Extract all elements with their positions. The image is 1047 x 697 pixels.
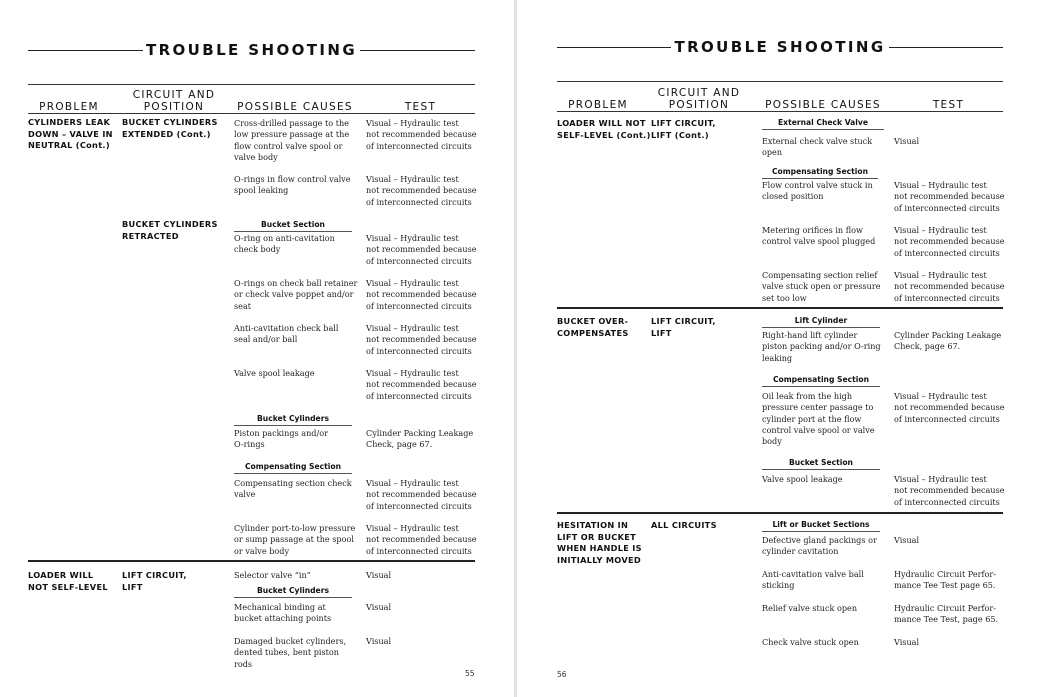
test-text: Hydraulic Circuit Perfor- mance Tee Test page 65. — [894, 569, 997, 591]
header-circuit: CIRCUIT AND POSITION — [132, 89, 216, 113]
header-problem: PROBLEM — [39, 101, 99, 113]
section-subhead: Compensating Section — [762, 375, 880, 387]
circuit-text: LIFT CIRCUIT, LIFT (Cont.) — [651, 118, 716, 140]
section-divider — [557, 512, 1003, 514]
test-text: Cylinder Packing Leakage Check, page 67. — [894, 330, 1002, 352]
problem-text: BUCKET OVER- COMPENSATES — [557, 316, 629, 338]
cause-text: Metering orifices in flow control valve spool plugged — [762, 225, 876, 247]
section-divider — [28, 560, 475, 562]
test-text: Visual — [366, 570, 392, 580]
test-text: Visual — [366, 636, 392, 646]
test-text: Visual – Hydraulic test not recommended because of interconnected circuits — [366, 174, 477, 207]
cause-text: Damaged bucket cylinders, dented tubes, bent piston rods — [234, 636, 347, 669]
test-text: Visual — [894, 136, 920, 146]
test-text: Hydraulic Circuit Perfor- mance Tee Test, page 65. — [894, 603, 999, 625]
header-causes: POSSIBLE CAUSES — [765, 99, 881, 111]
header-test: TEST — [932, 99, 965, 111]
cause-text: Selector valve “in” — [234, 570, 311, 580]
problem-text: LOADER WILL NOT SELF-LEVEL — [28, 570, 108, 592]
circuit-text: BUCKET CYLINDERS EXTENDED (Cont.) — [122, 117, 218, 139]
test-text: Visual — [894, 637, 920, 647]
test-text: Visual – Hydraulic test not recommended because of interconnected circuits — [894, 391, 1005, 424]
cause-text: Compensating section relief valve stuck open or pressure set too low — [762, 270, 881, 303]
cause-text: External check valve stuck open — [762, 136, 873, 158]
page-number: 56 — [557, 670, 567, 679]
header-circuit: CIRCUIT AND POSITION — [657, 87, 741, 111]
section-subhead: Compensating Section — [762, 167, 878, 179]
test-text: Visual — [894, 535, 920, 545]
cause-text: O-rings in flow control valve spool leaking — [234, 174, 351, 196]
section-subhead: External Check Valve — [762, 118, 884, 130]
header-rule — [28, 113, 475, 114]
cause-text: Cylinder port-to-low pressure or sump passage at the spool or valve body — [234, 523, 356, 556]
section-divider — [557, 307, 1003, 309]
title-rule-left — [557, 47, 671, 48]
problem-text: LOADER WILL NOT SELF-LEVEL (Cont.) — [557, 118, 651, 140]
cause-text: Relief valve stuck open — [762, 603, 858, 613]
test-text: Visual – Hydraulic test not recommended because of interconnected circuits — [366, 523, 477, 556]
header-rule — [557, 111, 1003, 112]
title-rule-right — [360, 50, 475, 51]
test-text: Visual – Hydraulic test not recommended because of interconnected circuits — [366, 118, 477, 151]
page-title-row — [28, 40, 475, 60]
page-title: TROUBLE SHOOTING — [674, 38, 886, 56]
section-subhead: Lift Cylinder — [762, 316, 880, 328]
problem-text: CYLINDERS LEAK DOWN – VALVE IN NEUTRAL (Cont.) — [28, 117, 113, 150]
cause-text: Valve spool leakage — [234, 368, 315, 378]
test-text: Visual – Hydraulic test not recommended because of interconnected circuits — [366, 278, 477, 311]
cause-text: Check valve stuck open — [762, 637, 859, 647]
problem-text: HESITATION IN LIFT OR BUCKET WHEN HANDLE IS INITIALLY MOVED — [557, 520, 642, 565]
cause-text: Compensating section check valve — [234, 478, 352, 500]
cause-text: Mechanical binding at bucket attaching points — [234, 602, 332, 624]
title-rule-right — [889, 47, 1003, 48]
page-title-row — [557, 37, 1003, 57]
title-rule-left — [28, 50, 143, 51]
test-text: Visual – Hydraulic test not recommended because of interconnected circuits — [894, 180, 1005, 213]
cause-text: Piston packings and/or O-rings — [234, 428, 328, 450]
header-problem: PROBLEM — [568, 99, 628, 111]
section-subhead: Compensating Section — [234, 462, 352, 474]
table-top-rule — [28, 84, 475, 85]
circuit-text: LIFT CIRCUIT, LIFT — [651, 316, 716, 338]
section-subhead: Lift or Bucket Sections — [762, 520, 880, 532]
test-text: Visual – Hydraulic test not recommended because of interconnected circuits — [366, 478, 477, 511]
cause-text: O-rings on check ball retainer or check valve poppet and/or seat — [234, 278, 358, 311]
cause-text: Flow control valve stuck in closed position — [762, 180, 873, 202]
cause-text: O-ring on anti-cavitation check body — [234, 233, 335, 255]
circuit-text: LIFT CIRCUIT, LIFT — [122, 570, 187, 592]
circuit-text: BUCKET CYLINDERS RETRACTED — [122, 219, 218, 241]
header-test: TEST — [404, 101, 437, 113]
header-causes: POSSIBLE CAUSES — [237, 101, 353, 113]
section-subhead: Bucket Cylinders — [234, 586, 352, 598]
cause-text: Valve spool leakage — [762, 474, 843, 484]
test-text: Visual – Hydraulic test not recommended because of interconnected circuits — [366, 233, 477, 266]
right-page — [517, 0, 1047, 697]
cause-text: Right-hand lift cylinder piston packing and/or O-ring leaking — [762, 330, 881, 363]
left-page — [0, 0, 514, 697]
cause-text: Defective gland packings or cylinder cavitation — [762, 535, 877, 557]
cause-text: Oil leak from the high pressure center passage to cylinder port at the flow control valve spool or valve body — [762, 391, 875, 447]
section-subhead: Bucket Cylinders — [234, 414, 352, 426]
test-text: Visual – Hydraulic test not recommended because of interconnected circuits — [366, 323, 477, 356]
circuit-text: ALL CIRCUITS — [651, 520, 717, 530]
page-number: 55 — [465, 669, 475, 678]
section-subhead: Bucket Section — [762, 458, 880, 470]
test-text: Visual — [366, 602, 392, 612]
cause-text: Anti-cavitation check ball seal and/or ball — [234, 323, 339, 345]
page-title: TROUBLE SHOOTING — [145, 41, 358, 59]
cause-text: Anti-cavitation valve ball sticking — [762, 569, 864, 591]
test-text: Visual – Hydraulic test not recommended because of interconnected circuits — [894, 225, 1005, 258]
test-text: Cylinder Packing Leakage Check, page 67. — [366, 428, 474, 450]
test-text: Visual – Hydraulic test not recommended because of interconnected circuits — [894, 474, 1005, 507]
test-text: Visual – Hydraulic test not recommended because of interconnected circuits — [366, 368, 477, 401]
section-subhead: Bucket Section — [234, 220, 352, 232]
table-top-rule — [557, 81, 1003, 82]
test-text: Visual – Hydraulic test not recommended because of interconnected circuits — [894, 270, 1005, 303]
cause-text: Cross-drilled passage to the low pressure passage at the flow control valve spool or valve body — [234, 118, 350, 162]
